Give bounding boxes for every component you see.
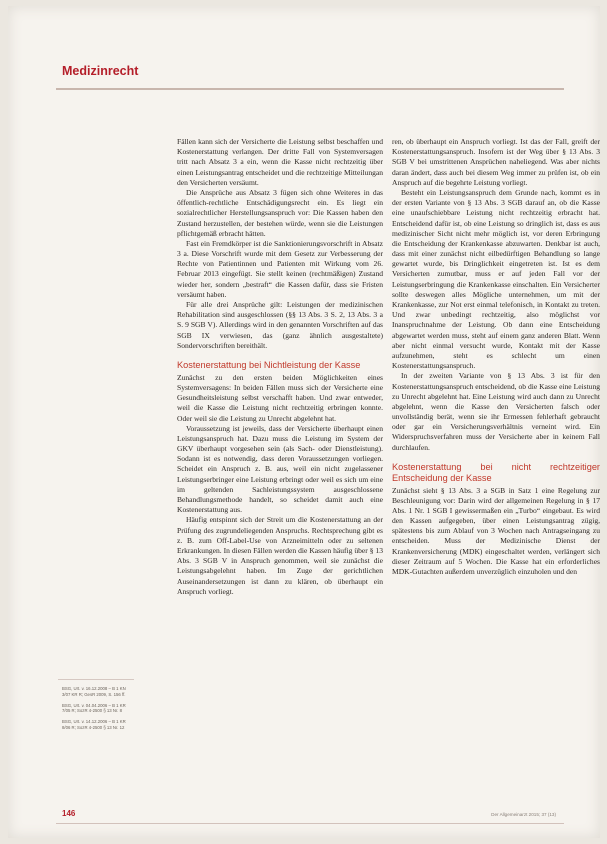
paragraph: Fast ein Fremdkörper ist die Sanktionierungsvorschrift in Absatz 3 a. Diese Vorschrift wurde mit dem Gesetz zur Verbesserung der Rechte von Patientinnen und Patienten mit Wirkung vom 26. Februar 2013 eingefügt. Sie stellt keinen (rechtmäßigen) Zustand wieder her, sondern „bestraft“ die Kassen dafür, dass sie Fristen versäumt haben. <box>177 238 383 299</box>
page-number: 146 <box>62 809 76 818</box>
paragraph: In der zweiten Variante von § 13 Abs. 3 ist für den Kostenerstattungsanspruch entscheidend, ob die Kasse eine Leistung zu Unrecht abgelehnt hat. Eine Leistung wird auch dann zu Unrecht abgelehnt, wenn die Kasse den Versicherten falsch oder unvollständig berät, wenn sie ihr Ermessen fehlerhaft gebraucht oder gar ein Versicherungsverhältnis verneint wird. Ein Widerspruchsverfahren muss der Versicherte aber in keinem Fall durchlaufen. <box>392 371 600 452</box>
subheading-nichtleistung: Kostenerstattung bei Nichtleistung der Kasse <box>177 359 361 370</box>
header-rule <box>56 88 564 90</box>
paragraph: Zunächst sieht § 13 Abs. 3 a SGB in Satz 1 eine Regelung zur Beschleunigung vor: Darin wird der allgemeinen Regelung in § 17 Abs. 1 Nr. 1 SGB I gewissermaßen ein „Turbo“ eingebaut. Es wird den Kassen aufgegeben, über einen Leistungsantrag zügig, spätestens bis zum Ablauf von 3 Wochen nach Antragseingang zu entscheiden. Muss der Medizinische Dienst der Krankenversicherung (MDK) eingeschaltet werden, verlängert sich dieser Zeitraum auf 5 Wochen. Die Kasse hat ein erforderliches MDK-Gutachten außerdem unverzüglich einzuholen und den <box>392 485 600 577</box>
subheading-nicht-rechtzeitig: Kostenerstattung bei nicht rechtzeitiger Entscheidung der Kasse <box>392 461 600 483</box>
journal-page <box>8 6 600 838</box>
footnote: BSG, Urt. v. 04.04.2006 – B 1 KR 7/05 R; SozR 4-2500 § 13 Nr. 8 <box>62 702 126 714</box>
journal-reference: Der Allgemeinarzt 2015; 37 (13) <box>491 812 556 817</box>
paragraph: ren, ob überhaupt ein Anspruch vorliegt. Ist das der Fall, greift der Kostenerstattungsanspruch. Insofern ist der Weg über § 13 Abs. 3 SGB V bei umstrittenen Ansprüchen naheliegend. Was aber nichts daran ändert, dass auch bei diesem Weg immer zu prüfen ist, ob ein Anspruch auf die begehrte Leistung vorliegt. <box>392 137 600 187</box>
paragraph: Besteht ein Leistungsanspruch dem Grunde nach, kommt es in der ersten Variante von § 13 Abs. 3 SGB darauf an, ob die Kasse eine unaufschiebbare Leistung nicht rechtzeitig erbracht hat. Entscheidend dafür ist, ob eine Leistung so dringlich ist, dass es aus medizinischer Sicht nicht mehr möglich ist, vor deren Erbringung die Entscheidung der Krankenkasse abzuwarten. Denkbar ist auch, dass mit einer zunächst nicht eilbedürftigen Behandlung so lange gewartet wurde, bis Dringlichkeit eingetreten ist. Ist es dem Versicherten zumutbar, muss er auf jeden Fall vor der Leistungserbringung die Krankenkasse einschalten. Ein Versicherter sollte deswegen alles Mögliche unternehmen, um mit der Krankenkasse, zur Not erst einmal telefonisch, in Kontakt zu treten. Und zwar unbedingt rechtzeitig, also möglichst vor Inanspruchnahme der Leistung. Ob dann eine Entscheidung abgewartet werden muss, steht auf einem ganz anderen Blatt. Wenn aber nicht einmal versucht wurde, Kontakt mit der Kasse aufzunehmen, steht es schlecht um einen Kostenerstattungsanspruch. <box>392 187 600 371</box>
footnote: BSG, Urt. v. 16.12.2008 – B 1 KN 3/07 KR R; GesR 2009, S. 156 ff. <box>62 686 126 697</box>
footnote: BSG, Urt. v. 14.12.2006 – B 1 KR 8/06 R; SozR 4-2500 § 13 Nr. 12 <box>62 719 126 730</box>
paragraph: Häufig entspinnt sich der Streit um die Kostenerstattung an der Prüfung des zugrundeliegenden Anspruchs. Rechtsprechung gibt es z. B. zum Off-Label-Use von Arzneimitteln oder zu seltenen Erkrankungen. In diesen Fällen werden die Kassen häufig über § 13 Abs. 3 SGB V in Anspruch genommen, weil sie zunächst die Leistungsabgelehnt haben. Im Zuge der gerichtlichen Auseinandersetzungen ist dann zu klären, ob überhaupt ein Anspruch vorliegt. <box>177 515 383 596</box>
footnotes <box>58 679 134 736</box>
section-title: Medizinrecht <box>62 64 139 78</box>
paragraph: Die Ansprüche aus Absatz 3 fügen sich ohne Weiteres in das öffentlich-rechtliche Entschädigungsrecht ein. Es liegt ein sozialrechtlicher Herstellungsanspruch vor: Die Kassen haben den Zustand herzustellen, der bestehen würde, wenn sie die Leistungen pflichtgemäß erbracht hätten. <box>177 187 383 238</box>
paragraph: Voraussetzung ist jeweils, dass der Versicherte überhaupt einen Leistungsanspruch hat. Dazu muss die Leistung im System der GKV überhaupt vorgesehen sein (als Sach- oder Dienstleistung). Sodann ist es notwendig, dass deren Voraussetzungen vorliegen. Scheidet ein Anspruch z. B. aus, weil ein nicht zugelassener Leistungserbringer eine Leistung erbringt oder weil es sich um eine im geltenden Sachleistungssystem ausgeschlossene Behandlungsmethode handelt, so scheidet damit auch eine Kostenerstattung aus. <box>177 423 383 515</box>
footer-rule <box>56 823 564 824</box>
text-column-right <box>392 137 600 577</box>
text-column-left <box>177 137 383 597</box>
paragraph: Fällen kann sich der Versicherte die Leistung selbst beschaffen und Kostenerstattung verlangen. Der dritte Fall von Systemversagen tritt nach Absatz 3 a ein, wenn die Kasse nicht rechtzeitig über einen Leistungsantrag entscheidet und die rechtzeitige Mitteilungan den Versicherten versäumt. <box>177 137 383 187</box>
paragraph: Zunächst zu den ersten beiden Möglichkeiten eines Systemversagens: In beiden Fällen muss sich der Versicherte eine Gesundheitsleistung selbst verschafft haben. Und zwar entweder, weil die Kasse die Leistung nicht rechtzeitig erbringen konnte. Oder weil sie die Leistung zu Unrecht abgelehnt hat. <box>177 372 383 423</box>
paragraph: Für alle drei Ansprüche gilt: Leistungen der medizinischen Rehabilitation sind ausgeschlossen (§§ 13 Abs. 3 S. 2, 13 Abs. 3 a S. 9 SGB V). Allerdings wird in den genannten Vorschriften auf das SGB IX verwiesen, das (ganz ähnlich ausgestaltete) Sondervorschriften bereithält. <box>177 300 383 350</box>
